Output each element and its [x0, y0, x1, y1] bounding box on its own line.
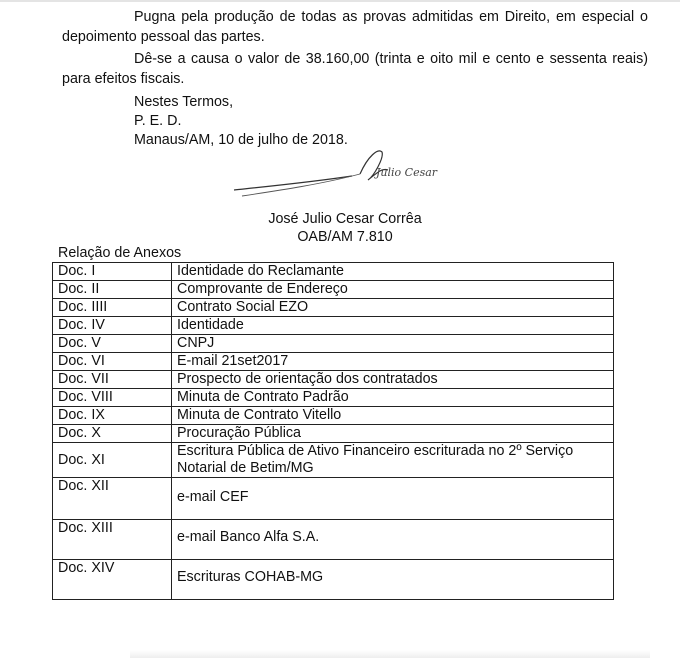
table-row: [53, 425, 614, 443]
annex-desc-cell: Identidade do Reclamante: [172, 263, 614, 281]
annex-doc-cell: Doc. IV: [53, 317, 172, 335]
table-row: [53, 353, 614, 371]
annex-doc-cell: Doc. XII: [53, 478, 172, 520]
annex-doc-cell: Doc. XIII: [53, 520, 172, 560]
annex-desc-cell: Escrituras COHAB-MG: [172, 560, 614, 600]
table-row: [53, 299, 614, 317]
annex-desc-cell: CNPJ: [172, 335, 614, 353]
annex-desc-cell: Escritura Pública de Ativo Financeiro escriturada no 2º Serviço Notarial de Betim/MG: [172, 443, 614, 478]
table-row: [53, 335, 614, 353]
annex-doc-cell: Doc. II: [53, 281, 172, 299]
annex-doc-cell: Doc. IIII: [53, 299, 172, 317]
annex-desc-cell: Procuração Pública: [172, 425, 614, 443]
signer-name: José Julio Cesar Corrêa: [268, 211, 422, 227]
svg-text:Julio Cesar: Julio Cesar: [376, 166, 438, 179]
annex-desc-cell: E-mail 21set2017: [172, 353, 614, 371]
annex-doc-cell: Doc. I: [53, 263, 172, 281]
table-row: [53, 263, 614, 281]
annex-doc-cell: Doc. VIII: [53, 389, 172, 407]
table-row: [53, 443, 614, 478]
annex-doc-cell: Doc. V: [53, 335, 172, 353]
signature: [232, 146, 442, 200]
table-row: [53, 389, 614, 407]
paragraph-evidence: [62, 7, 648, 47]
place-date: Manaus/AM, 10 de julho de 2018.: [134, 132, 348, 148]
annex-desc-cell: Contrato Social EZO: [172, 299, 614, 317]
annex-desc-cell: e-mail CEF: [172, 478, 614, 520]
annex-doc-cell: Doc. IX: [53, 407, 172, 425]
annex-desc-cell: Identidade: [172, 317, 614, 335]
annex-doc-cell: Doc. XIV: [53, 560, 172, 600]
signer-oab: OAB/AM 7.810: [297, 229, 393, 245]
paragraph-value: [62, 49, 648, 89]
closing-terms: Nestes Termos,: [134, 94, 234, 110]
annex-desc-cell: Minuta de Contrato Padrão: [172, 389, 614, 407]
annex-doc-cell: Doc. XI: [53, 443, 172, 478]
annex-doc-cell: Doc. X: [53, 425, 172, 443]
annex-list-title: Relação de Anexos: [58, 245, 182, 261]
annex-desc-cell: Comprovante de Endereço: [172, 281, 614, 299]
table-row: [53, 478, 614, 520]
annex-table: [52, 262, 614, 600]
table-row: [53, 281, 614, 299]
table-row: [53, 560, 614, 600]
page-bottom-shadow: [130, 650, 650, 658]
paragraph-evidence-text: Pugna pela produção de todas as provas admitidas em Direito, em especial o depoimento pessoal das partes.: [62, 9, 648, 45]
closing-ped: P. E. D.: [134, 113, 182, 129]
annex-doc-cell: Doc. VII: [53, 371, 172, 389]
annex-desc-cell: e-mail Banco Alfa S.A.: [172, 520, 614, 560]
page-top-edge: [0, 0, 680, 2]
annex-desc-cell: Minuta de Contrato Vitello: [172, 407, 614, 425]
annex-desc-cell: Prospecto de orientação dos contratados: [172, 371, 614, 389]
paragraph-value-text: Dê-se a causa o valor de 38.160,00 (trinta e oito mil e cento e sessenta reais) para efeitos fiscais.: [62, 51, 648, 87]
table-row: [53, 317, 614, 335]
annex-doc-cell: Doc. VI: [53, 353, 172, 371]
table-row: [53, 371, 614, 389]
table-row: [53, 407, 614, 425]
table-row: [53, 520, 614, 560]
